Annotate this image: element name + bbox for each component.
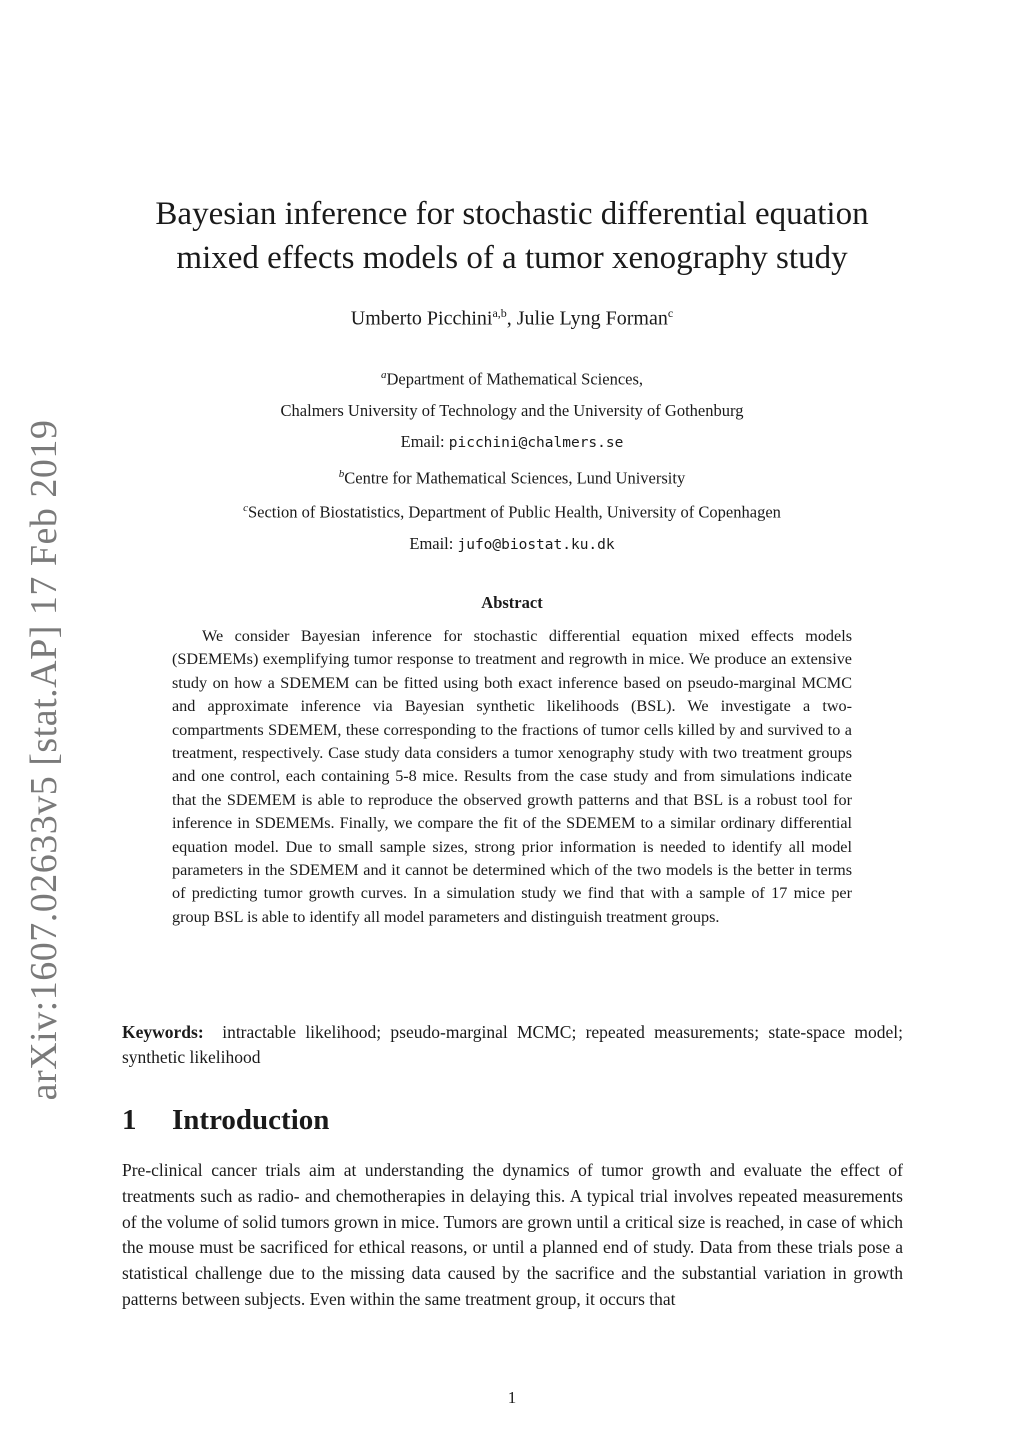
section-heading (122, 1104, 329, 1137)
arxiv-identifier-stamp[interactable]: arXiv:1607.02633v5 [stat.AP] 17 Feb 2019 (23, 419, 65, 1101)
email-line: Email: picchini@chalmers.se (400, 431, 624, 451)
email-line: Email: jufo@biostat.ku.dk (409, 533, 615, 553)
abstract-heading: Abstract (481, 593, 543, 612)
keywords-label: Keywords: (122, 1022, 204, 1042)
section-number: 1 (122, 1104, 137, 1136)
keywords (122, 1020, 903, 1070)
author-name: Julie Lyng Forman (516, 307, 668, 330)
affiliation-c: $^c$Section of Biostatistics, Department of Public Health, University of Copenhagen (243, 502, 781, 522)
affiliation-b: $^b$Centre for Mathematical Sciences, Lund University (338, 467, 686, 487)
affiliation-a-institution: Chalmers University of Technology and the University of Gothenburg (280, 400, 744, 420)
email-link[interactable]: picchini@chalmers.se (448, 434, 624, 451)
section-title: Introduction (172, 1104, 330, 1136)
email-link[interactable]: jufo@biostat.ku.dk (457, 536, 615, 553)
author-separator: , (506, 307, 517, 330)
paper-title (100, 192, 924, 280)
affiliations (100, 360, 924, 561)
introduction-paragraph: Pre-clinical cancer trials aim at understanding the dynamics of tumor growth and evaluate the effect of treatments such as radio- and chemotherapies in delaying this. A typical trial involves repeated measurements of the volume of solid tumors grown in mice. Tumors are grown until a critical size is reached, in case of which the mouse must be sacrificed for ethical reasons, or until a planned end of study. Data from these trials pose a statistical challenge due to the missing data caused by the sacrifice and the substantial variation in growth patterns between subjects. Even within the same treatment group, it occurs that (122, 1160, 903, 1309)
author-name: Umberto Picchini (350, 307, 493, 330)
affiliation-a: $^a$Department of Mathematical Sciences, (380, 369, 644, 389)
author-affiliation-mark: a,b (492, 306, 507, 320)
page-number: 1 (507, 1388, 517, 1407)
keywords-text: intractable likelihood; pseudo-marginal MCMC; repeated measurements; state-space model; synthetic likelihood (122, 1022, 903, 1067)
abstract-body: We consider Bayesian inference for stochastic differential equation mixed effects models (SDEMEMs) exemplifying tumor response to treatment and regrowth in mice. We produce an extensive study on how a SDEMEM can be fitted using both exact inference based on pseudo-marginal MCMC and approximate inference via Bayesian synthetic likelihoods (BSL). We investigate a two-compartments SDEMEM, these corresponding to the fractions of tumor cells killed by and survived to a treatment, respectively. Case study data considers a tumor xenography study with two treatment groups and one control, each containing 5-8 mice. Results from the case study and from simulations indicate that the SDEMEM is able to reproduce the observed growth patterns and that BSL is a robust tool for inference in SDEMEMs. Finally, we compare the fit of the SDEMEM to a similar ordinary differential equation model. Due to small sample sizes, strong prior information is needed to identify all model parameters in the SDEMEM and it cannot be determined which of the two models is the better in terms of predicting tumor growth curves. In a simulation study we find that with a sample of 17 mice per group BSL is able to identify all model parameters and distinguish treatment groups. (172, 627, 852, 926)
title-line-2: mixed effects models of a tumor xenography study (176, 240, 848, 276)
author-list (100, 306, 924, 331)
author-affiliation-mark: c (667, 306, 674, 320)
title-line-1: Bayesian inference for stochastic differential equation (155, 196, 869, 232)
